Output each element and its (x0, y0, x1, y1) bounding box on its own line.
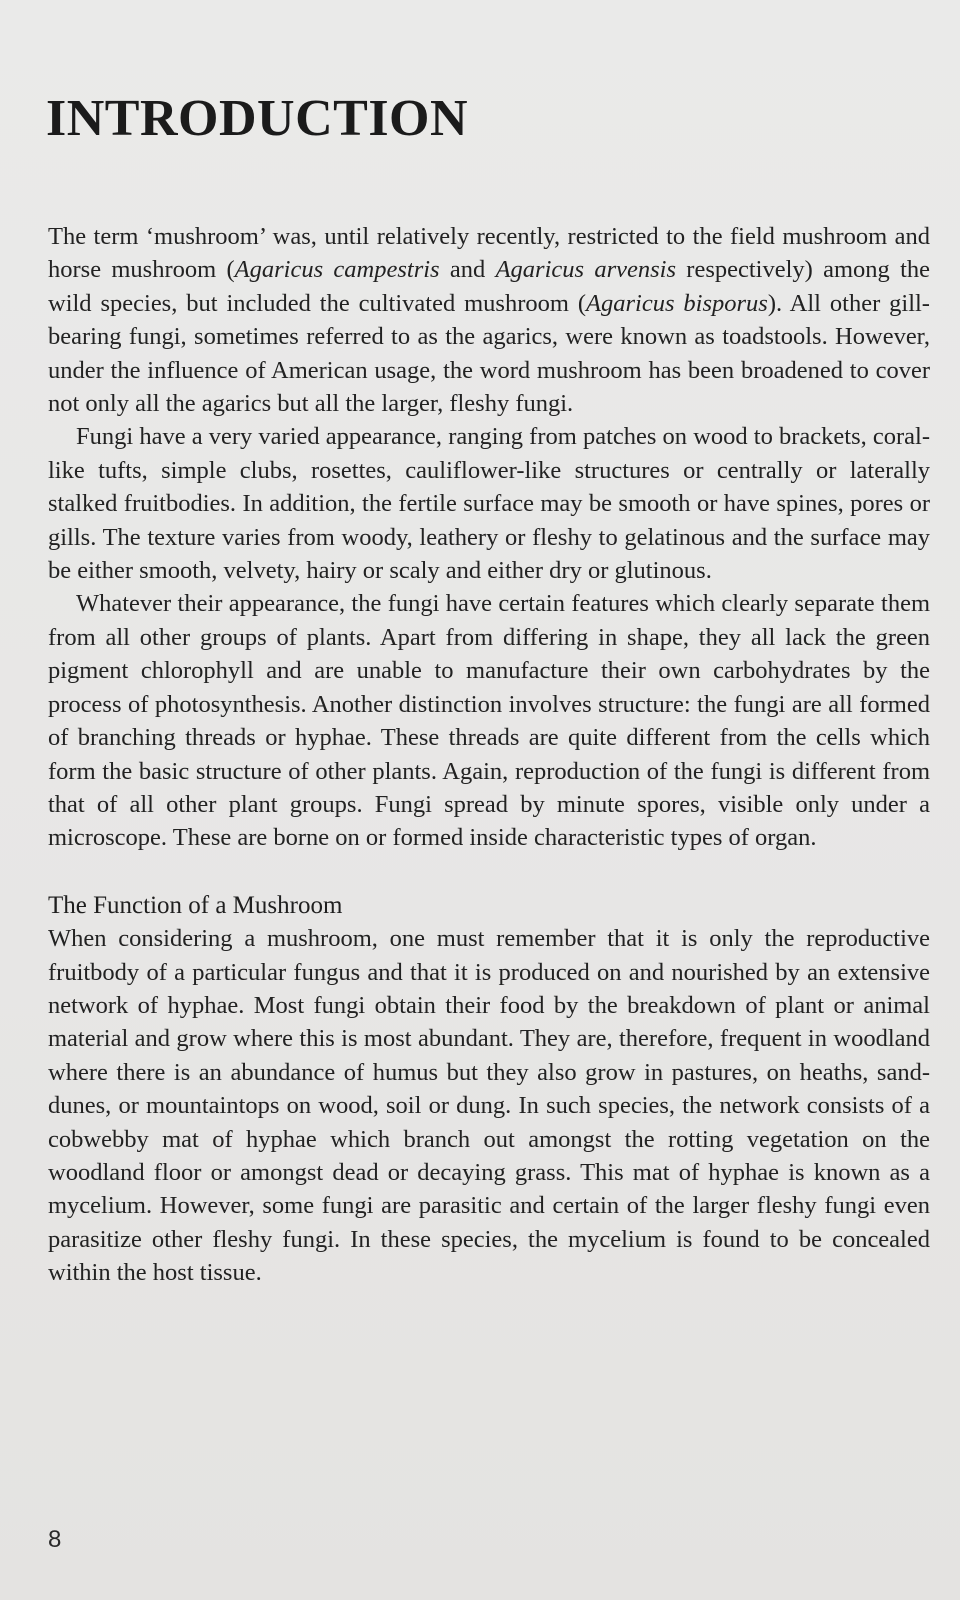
paragraph-1 (48, 220, 930, 420)
section-function-of-mushroom (48, 889, 930, 1290)
species-name-bisporus: Agaricus bisporus (586, 289, 768, 317)
species-name-campestris: Agaricus campestris (234, 256, 440, 284)
paragraph-1-text-b: and (439, 256, 496, 284)
section-heading: The Function of a Mushroom (48, 891, 343, 919)
paragraph-3: Whatever their appearance, the fungi have certain features which clearly separate them from all other groups of plants. Apart from differing in shape, they all lack the green pigment chlorophyll and are unable to manufacture their own carbohydrates by the process of photosynthesis. Another distinction involves structure: the fungi are all formed of branching threads or hyphae. These threads are quite different from the cells which form the basic structure of other plants. Again, reproduction of the fungi is different from that of all other plant groups. Fungi spread by minute spores, visible only under a microscope. These are borne on or formed inside characteristic types of organ. (48, 590, 930, 852)
paragraph-2: Fungi have a very varied appearance, ranging from patches on wood to brackets, coral-like tufts, simple clubs, rosettes, cauliflower-like structures or centrally or laterally stalked fruitbodies. In addition, the fertile surface may be smooth or have spines, pores or gills. The texture varies from woody, leathery or fleshy to gelatinous and the surface may be either smooth, velvety, hairy or scaly and either dry or glutinous. (48, 423, 930, 585)
page-number: 8 (48, 1526, 62, 1553)
body-text (48, 220, 930, 1290)
paragraph-1-text-d: ). All other gill-bearing fungi, sometimes referred to as the agarics, were known as toadstools. However, under the influence of American usage, the word mushroom has been broadened to cover not only all the agarics but all the larger, fleshy fungi. (48, 289, 930, 418)
section-paragraph: When considering a mushroom, one must remember that it is only the reproductive fruitbody of a particular fungus and that it is produced on and nourished by an extensive network of hyphae. Most fungi obtain their food by the breakdown of plant or animal material and grow where this is most abundant. They are, therefore, frequent in woodland where there is an abundance of humus but they also grow in pastures, on heaths, sand-dunes, or mountaintops on wood, soil or dung. In such species, the network consists of a cobwebby mat of hyphae which branch out amongst the rotting vegetation on the woodland floor or amongst dead or decaying grass. This mat of hyphae is known as a mycelium. However, some fungi are parasitic and certain of the larger fleshy fungi even parasitize other fleshy fungi. In these species, the mycelium is found to be concealed within the host tissue. (48, 925, 930, 1287)
paragraph-1-text-a: The term ‘mushroom’ was, until relatively recently, restricted to the field mushroom and horse mushroom ( (48, 223, 930, 284)
chapter-title: INTRODUCTION (46, 89, 469, 147)
species-name-arvensis: Agaricus arvensis (495, 256, 676, 284)
paragraph-1-text-c: respectively) among the wild species, but included the cultivated mushroom ( (48, 256, 931, 317)
